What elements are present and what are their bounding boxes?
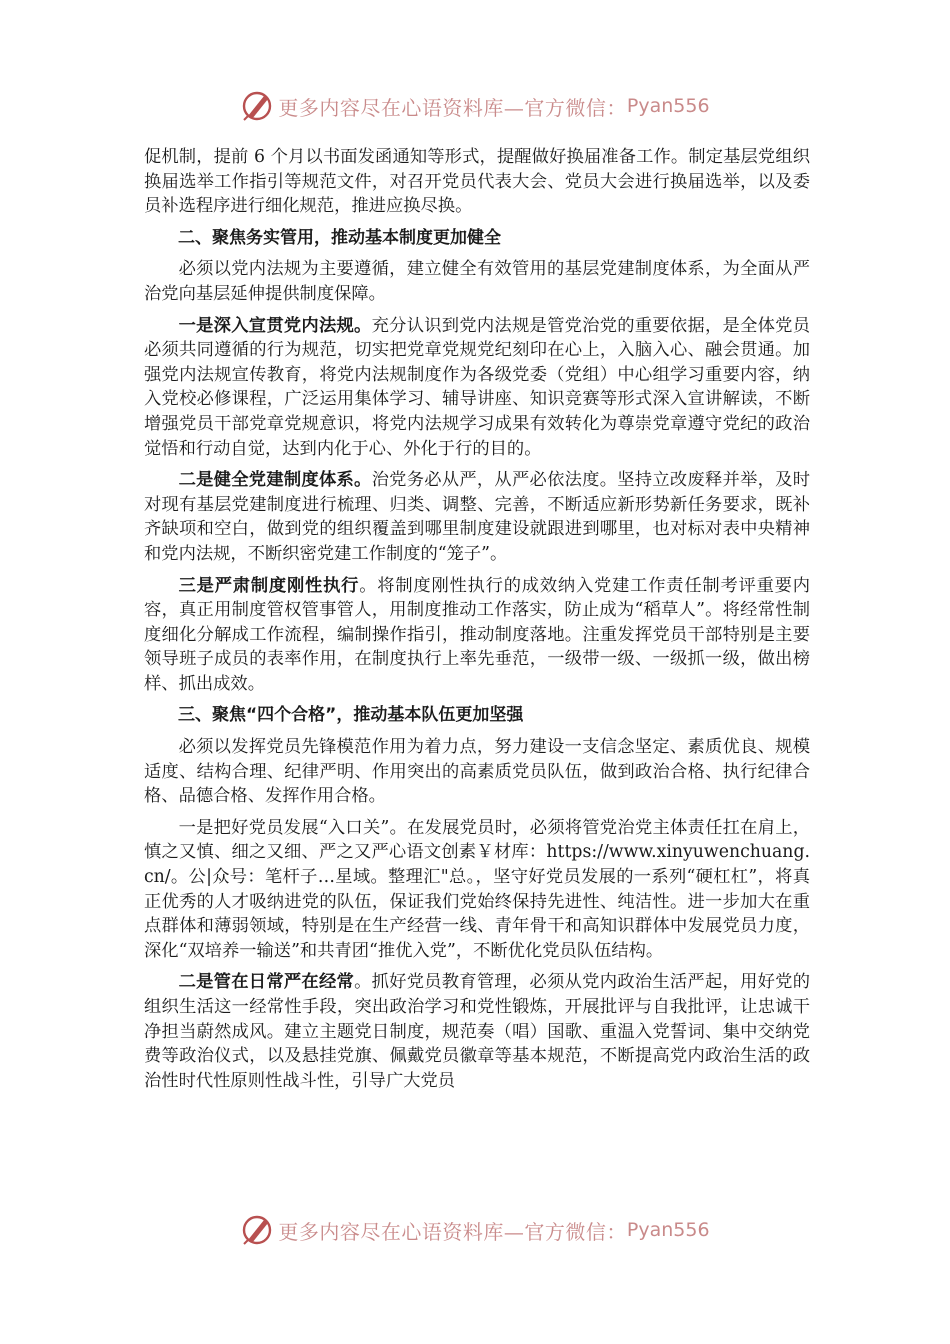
paragraph [144,314,810,462]
section-heading: 二、聚焦务实管用，推动基本制度更加健全 [178,227,501,248]
footer-banner [0,1208,950,1252]
pen-in-circle-icon [240,1213,274,1247]
paragraph-text: 治党务必从严，从严必依法度。坚持立改废释并举，及时对现有基层党建制度进行梳理、归类、调整、完善，不断适应新形势新任务要求，既补齐缺项和空白，做到党的组织覆盖到哪里制度建设就跟进到哪里，也对标对表中央精神和党内法规，不断织密党建工作制度的“笼子”。 [144,470,810,564]
paragraph [144,468,810,566]
section-heading: 三、聚焦“四个合格”，推动基本队伍更加坚强 [178,705,524,726]
paragraph-text: 。抓好党员教育管理，必须从党内政治生活严起，用好党的组织生活这一经常性手段，突出政治学习和党性锻炼，开展批评与自我批评，让忠诚干净担当蔚然成风。建立主题党日制度，规范奏（唱）国歌、重温入党誓词、集中交纳党费等政治仪式，以及悬挂党旗、佩戴党员徽章等基本规范，不断提高党内政治生活的政治性时代性原则性战斗性，引导广大党员 [144,972,810,1091]
paragraph-lead: 二是健全党建制度体系。 [178,470,372,491]
paragraph-text: 充分认识到党内法规是管党治党的重要依据，是全体党员必须共同遵循的行为规范，切实把党章党规党纪刻印在心上，入脑入心、融会贯通。加强党内法规宣传教育，将党内法规制度作为各级党委（党组）中心组学习重要内容，纳入党校必修课程，广泛运用集体学习、辅导讲座、知识竞赛等形式深入宣讲解读，不断增强党员干部党章党规意识，将党内法规学习成果有效转化为尊崇党章遵守党纪的政治觉悟和行动自觉，达到内化于心、外化于行的目的。 [144,315,810,459]
header-banner [0,84,950,128]
paragraph: 促机制，提前 6 个月以书面发函通知等形式，提醒做好换届准备工作。制定基层党组织换届选举工作指引等规范文件，对召开党员代表大会、党员大会进行换届选举，以及委员补选程序进行细化规范，推进应换尽换。 [144,147,810,217]
banner-text: 更多内容尽在心语资料库—官方微信： [278,95,627,120]
paragraph: 必须以发挥党员先锋模范作用为着力点，努力建设一支信念坚定、素质优良、规模适度、结构合理、纪律严明、作用突出的高素质党员队伍，做到政治合格、执行纪律合格、品德合格、发挥作用合格。 [144,737,810,807]
paragraph [144,574,810,697]
paragraph: 必须以党内法规为主要遵循，建立健全有效管用的基层党建制度体系，为全面从严治党向基层延伸提供制度保障。 [144,259,810,304]
banner-wechat-id: Pyan556 [626,95,710,117]
paragraph-lead: 二是管在日常严在经常 [178,972,355,993]
paragraph-lead: 三是严肃制度刚性执行 [178,575,360,596]
banner-text: 更多内容尽在心语资料库—官方微信： [278,1219,627,1244]
paragraph: 一是把好党员发展“入口关”。在发展党员时，必须将管党治党主体责任扛在肩上，慎之又慎、细之又细、严之又严心语文创素￥材库：https://www.xinyuwenchuang.cn/。公|众号：笔杆子…星域。整理汇"总。，坚守好党员发展的一系列“硬杠杠”，将真正优秀的人才吸纳进党的队伍，保证我们党始终保持先进性、纯洁性。进一步加大在重点群体和薄弱领域，特别是在生产经营一线、青年骨干和高知识群体中发展党员力度，深化“双培养一输送”和共青团“推优入党”，不断优化党员队伍结构。 [144,817,810,961]
document-body [144,145,810,1093]
paragraph-text: 。将制度刚性执行的成效纳入党建工作责任制考评重要内容，真正用制度管权管事管人，用制度推动工作落实，防止成为“稻草人”。将经常性制度细化分解成工作流程，编制操作指引，推动制度落地。注重发挥党员干部特别是主要领导班子成员的表率作用，在制度执行上率先垂范，一级带一级、一级抓一级，做出榜样、抓出成效。 [144,575,810,694]
banner-wechat-id: Pyan556 [626,1219,710,1241]
pen-in-circle-icon [240,89,274,123]
paragraph [144,970,810,1093]
paragraph-lead: 一是深入宣贯党内法规。 [178,315,372,336]
